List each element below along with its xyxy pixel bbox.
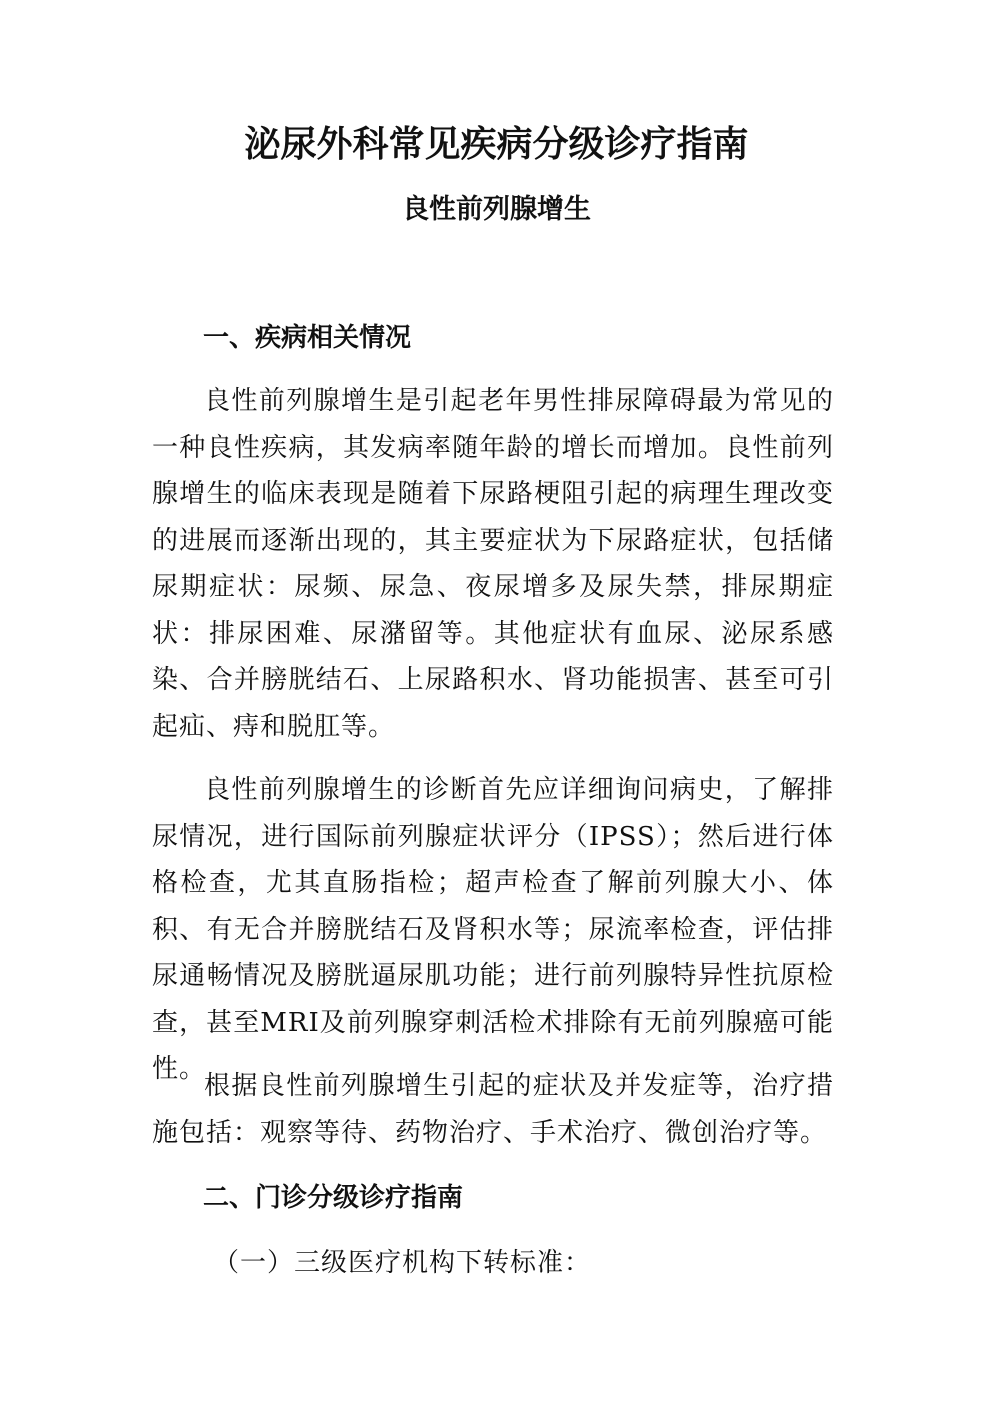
paragraph-2: 良性前列腺增生的诊断首先应详细询问病史，了解排尿情况，进行国际前列腺症状评分（IPSS）；然后进行体格检查，尤其直肠指检；超声检查了解前列腺大小、体积、有无合并膀胱结石及肾积水等；尿流率检查，评估排尿通畅情况及膀胱逼尿肌功能；进行前列腺特异性抗原检查，甚至MRI及前列腺穿刺活检术排除有无前列腺癌可能性。	[152, 775, 834, 1084]
subsection-heading-1: （一）三级医疗机构下转标准：	[213, 1248, 592, 1278]
document-title: 泌尿外科常见疾病分级诊疗指南	[244, 124, 749, 165]
section-heading-2: 二、门诊分级诊疗指南	[203, 1183, 464, 1213]
paragraph-1: 良性前列腺增生是引起老年男性排尿障碍最为常见的一种良性疾病，其发病率随年龄的增长而增加。良性前列腺增生的临床表现是随着下尿路梗阻引起的病理生理改变的进展而逐渐出现的，其主要症状为下尿路症状，包括储尿期症状：尿频、尿急、夜尿增多及尿失禁，排尿期症状：排尿困难、尿潴留等。其他症状有血尿、泌尿系感染、合并膀胱结石、上尿路积水、肾功能损害、甚至可引起疝、痔和脱肛等。	[152, 386, 834, 742]
section-heading-1: 一、疾病相关情况	[203, 323, 412, 353]
document-subtitle: 良性前列腺增生	[402, 194, 591, 225]
paragraph-3: 根据良性前列腺增生引起的症状及并发症等，治疗措施包括：观察等待、药物治疗、手术治疗、微创治疗等。	[152, 1071, 834, 1148]
